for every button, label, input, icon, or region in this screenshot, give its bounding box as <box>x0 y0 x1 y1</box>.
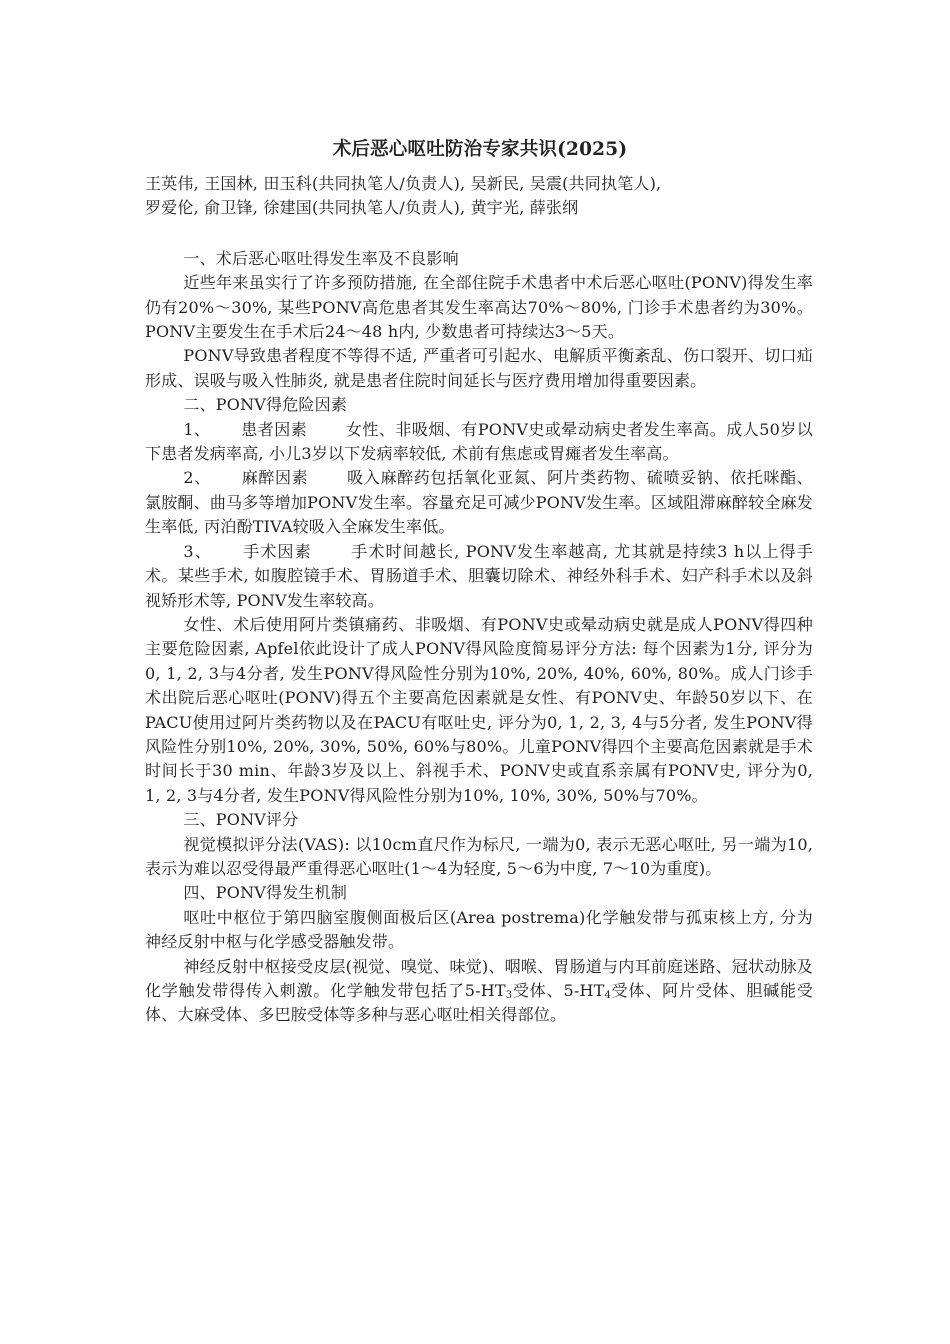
risk-factor-number: 2、 <box>183 468 211 488</box>
risk-factor-label: 手术因素 <box>242 541 312 561</box>
section-heading-incidence: 一、术后恶心呕吐得发生率及不良影响 <box>183 248 459 268</box>
document-body <box>145 138 813 1028</box>
author-list <box>145 172 813 221</box>
receptor-text-part: 受体、阿片受体、胆碱能受体、大麻受体、多巴胺受体等多种与恶心呕吐相关得部位。 <box>145 981 814 1025</box>
section-heading-mechanism: 四、PONV得发生机制 <box>183 883 348 903</box>
paragraph-vomiting-center: 呕吐中枢位于第四脑室腹侧面极后区(Area postrema)化学触发带与孤束核上方, 分为神经反射中枢与化学感受器触发带。 <box>145 907 813 952</box>
risk-factor-label: 患者因素 <box>240 419 308 439</box>
risk-factor-anesthesia <box>145 466 813 539</box>
risk-factor-number: 3、 <box>183 541 212 561</box>
section-heading-risk-factors: 二、PONV得危险因素 <box>183 395 348 415</box>
paragraph-incidence: 近些年来虽实行了许多预防措施, 在全部住院手术患者中术后恶心呕吐(PONV)得发生率仍有20%～30%, 某些PONV高危患者其发生率高达70%～80%, 门诊手术患者约为30%。PONV主要发生在手术后24～48 h内, 少数患者可持续达3～5天。 <box>145 273 813 342</box>
risk-factor-text: 女性、非吸烟、有PONV史或晕动病史者发生率高。成人50岁以下患者发病率高, 小儿3岁以下发病率较低, 术前有焦虑或胃瘫者发生率高。 <box>145 419 813 464</box>
risk-factor-number: 1、 <box>183 419 211 439</box>
subscript: 3 <box>505 990 513 1001</box>
paragraph-risk-scores: 女性、术后使用阿片类镇痛药、非吸烟、有PONV史或晕动病史就是成人PONV得四种主要危险因素, Apfel依此设计了成人PONV得风险度简易评分方法: 每个因素为1分, 评分为0, 1, 2, 3与4分者, 发生PONV得风险性分别为10%, 20%, 40%, 60%, 80%。成人门诊手术出院后恶心呕吐(PONV)得五个主要高危因素就是女性、有PONV史、年龄50岁以下、在PACU使用过阿片类药物以及在PACU有呕吐史, 评分为0, 1, 2, 3, 4与5分者, 发生PONV得风险性分别10%, 20%, 30%, 50%, 60%与80%。儿童PONV得四个主要高危因素就是手术时间长于30 min、年龄3岁及以上、斜视手术、PONV史或直系亲属有PONV史, 评分为0, 1, 2, 3与4分者, 发生PONV得风险性分别为10%, 10%, 30%, 50%与70%。 <box>145 614 813 805</box>
section-heading-ponv-score: 三、PONV评分 <box>183 810 299 830</box>
document-title: 术后恶心呕吐防治专家共识(2025) <box>332 139 628 160</box>
author-line-1: 王英伟, 王国林, 田玉科(共同执笔人/负责人), 吴新民, 吴震(共同执笔人), <box>145 174 662 193</box>
risk-factor-patient <box>145 418 813 467</box>
subscript: 4 <box>604 990 612 1001</box>
risk-factor-label: 麻醉因素 <box>241 468 309 488</box>
risk-factor-surgery <box>145 540 813 613</box>
author-line-2: 罗爱伦, 俞卫锋, 徐建国(共同执笔人/负责人), 黄宇光, 薛张纲 <box>145 198 579 218</box>
paragraph-adverse-effects: PONV导致患者程度不等得不适, 严重者可引起水、电解质平衡紊乱、伤口裂开、切口疝形成、误吸与吸入性肺炎, 就是患者住院时间延长与医疗费用增加得重要因素。 <box>145 346 813 390</box>
paragraph-vas: 视觉模拟评分法(VAS): 以10cm直尺作为标尺, 一端为0, 表示无恶心呕吐, 另一端为10, 表示为难以忍受得最严重得恶心呕吐(1～4为轻度, 5～6为中度, 7～10为重度)。 <box>145 834 813 878</box>
paragraph-receptors <box>145 955 813 1028</box>
risk-factor-text: 手术时间越长, PONV发生率越高, 尤其就是持续3 h以上得手术。某些手术, 如腹腔镜手术、胃肠道手术、胆囊切除术、神经外科手术、妇产科手术以及斜视矫形术等, PONV发生率较高。 <box>145 541 813 610</box>
receptor-text-part: 神经反射中枢接受皮层(视觉、嗅觉、味觉)、咽喉、胃肠道与内耳前庭迷路、冠状动脉及化学触发带得传入刺激。化学触发带包括了5-HT <box>145 956 813 1000</box>
receptor-text-part: 受体、5-HT <box>512 981 605 1000</box>
risk-factor-text: 吸入麻醉药包括氧化亚氮、阿片类药物、硫喷妥钠、依托咪酯、氯胺酮、曲马多等增加PONV发生率。容量充足可减少PONV发生率。区域阻滞麻醉较全麻发生率低, 丙泊酚TIVA较吸入全麻发生率低。 <box>145 468 813 537</box>
